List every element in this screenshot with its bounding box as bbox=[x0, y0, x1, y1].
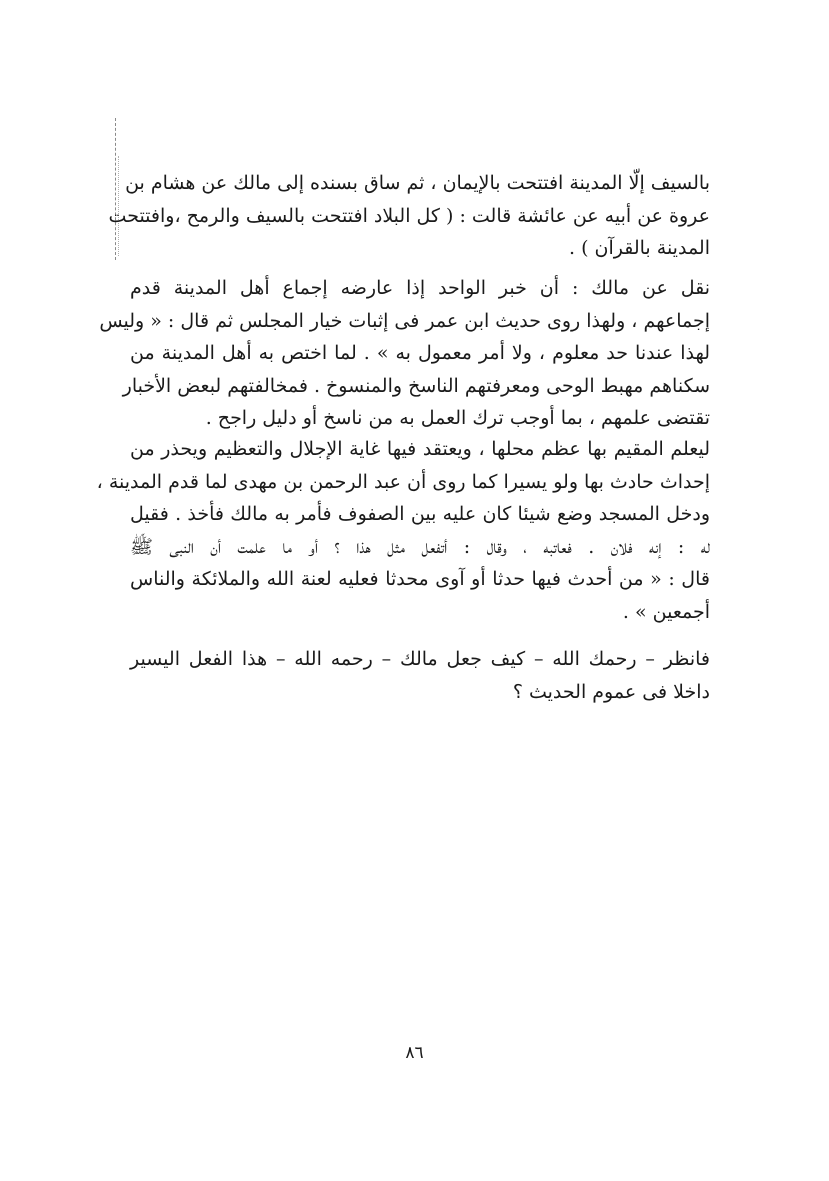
paragraph-line: بالسيف إلّا المدينة افتتحت بالإيمان ، ثم ساق بسنده إلى مالك عن هشام بن bbox=[125, 172, 710, 194]
paragraph-line: ودخل المسجد وضع شيئا كان عليه بين الصفوف فأمر به مالك فأخذ . فقيل bbox=[130, 503, 710, 525]
paragraph-line: قال : « من أحدث فيها حدثا أو آوى محدثا فعليه لعنة الله والملائكة والناس bbox=[130, 568, 710, 590]
paragraph-line: له : إنه فلان . فعاتبه ، وقال : أتفعل مثل هذا ؟ أو ما علمت أن النبى ﷺ bbox=[130, 535, 710, 558]
paragraph-line: عروة عن أبيه عن عائشة قالت : ( كل البلاد افتتحت بالسيف والرمح ،وافتتحت bbox=[108, 204, 710, 227]
paragraph-line: إحداث حادث بها ولو يسيرا كما روى أن عبد الرحمن بن مهدى لما قدم المدينة ، bbox=[96, 470, 710, 493]
paragraph-2 bbox=[99, 272, 710, 435]
paragraph-line: سكناهم مهبط الوحى ومعرفتهم الناسخ والمنسوخ . فمخالفتهم لبعض الأخبار bbox=[122, 374, 710, 397]
paragraph-line: المدينة بالقرآن ) . bbox=[569, 237, 710, 259]
paragraph-4 bbox=[130, 643, 710, 708]
paragraph-line: لهذا عندنا حد معلوم ، ولا أمر معمول به » . لما اختص به أهل المدينة من bbox=[130, 342, 710, 364]
paragraph-line: نقل عن مالك : أن خبر الواحد إذا عارضه إجماع أهل المدينة قدم bbox=[130, 277, 710, 299]
paragraph-line: داخلا فى عموم الحديث ؟ bbox=[512, 680, 710, 703]
paragraph-line: تقتضى علمهم ، بما أوجب ترك العمل به من ناسخ أو دليل راجح . bbox=[205, 407, 710, 429]
paragraph-line: أجمعين » . bbox=[622, 600, 710, 623]
paragraph-line: ليعلم المقيم بها عظم محلها ، ويعتقد فيها غاية الإجلال والتعظيم ويحذر من bbox=[130, 438, 710, 460]
paragraph-1 bbox=[108, 167, 710, 265]
margin-rule-dashed bbox=[115, 118, 116, 260]
paragraph-3 bbox=[96, 433, 710, 628]
page-number: ٨٦ bbox=[405, 1043, 424, 1063]
paragraph-line: فانظر – رحمك الله – كيف جعل مالك – رحمه الله – هذا الفعل اليسير bbox=[130, 648, 710, 670]
paragraph-line: إجماعهم ، ولهذا روى حديث ابن عمر فى إثبات خيار المجلس ثم قال : « وليس bbox=[99, 309, 710, 332]
